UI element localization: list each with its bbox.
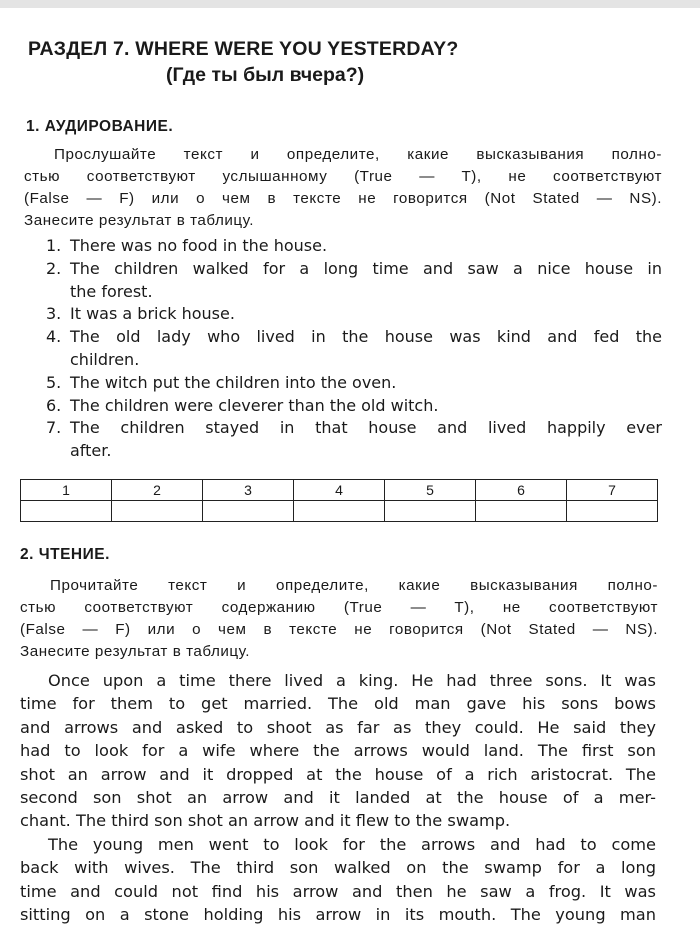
story-line: time for them to get married. The old man gave his sons bows	[20, 694, 656, 714]
instruction-line: Прослушайте текст и определите, какие высказывания полно-	[54, 146, 662, 163]
answer-header-cell: 7	[567, 480, 658, 501]
statement-number: 7.	[46, 418, 62, 438]
answer-cell	[385, 501, 476, 522]
answer-cell	[294, 501, 385, 522]
story-line: shot an arrow and it dropped at the house of a rich aristocrat. The	[20, 764, 656, 784]
statement-text: after.	[70, 441, 112, 461]
statement-item	[46, 326, 662, 349]
instruction-line: (False — F) или о чем в тексте не говорится (Not Stated — NS).	[24, 190, 662, 207]
listening-instructions	[24, 144, 662, 232]
answer-table-header-row	[21, 480, 658, 501]
statement-text: The witch put the children into the oven.	[70, 372, 397, 392]
answer-header-cell: 4	[294, 480, 385, 501]
instruction-line: Занесите результат в таблицу.	[24, 212, 255, 229]
instruction-line: (False — F) или о чем в тексте не говорится (Not Stated — NS).	[20, 621, 658, 638]
answer-cell	[112, 501, 203, 522]
story-line: time and could not find his arrow and then he saw a frog. It was	[20, 881, 656, 901]
answer-table-answer-row	[21, 501, 658, 522]
statement-number: 6.	[46, 395, 62, 415]
statement-number: 3.	[46, 304, 62, 324]
statement-number: 1.	[46, 236, 62, 255]
statement-text: The children were cleverer than the old witch.	[70, 395, 439, 415]
listening-heading: 1. АУДИРОВАНИЕ.	[26, 118, 174, 135]
statement-number: 2.	[46, 258, 62, 278]
statement-text: The old lady who lived in the house was kind and fed the	[70, 327, 662, 347]
story-line: second son shot an arrow and it landed at the house of a mer-	[20, 788, 656, 808]
statement-item-cont	[46, 349, 662, 372]
statement-text: the forest.	[70, 281, 153, 301]
statement-item	[46, 417, 662, 440]
story-line: chant. The third son shot an arrow and it flew to the swamp.	[20, 811, 511, 831]
statement-text: The children walked for a long time and saw a nice house in	[70, 258, 662, 278]
answer-cell	[21, 501, 112, 522]
statement-text: children.	[70, 349, 140, 369]
statement-list	[46, 235, 662, 463]
statement-text: It was a brick house.	[70, 304, 235, 324]
answer-cell	[476, 501, 567, 522]
answer-cell	[203, 501, 294, 522]
statement-item-cont	[46, 440, 662, 463]
answer-table	[20, 479, 658, 522]
section-title: РАЗДЕЛ 7. WHERE WERE YOU YESTERDAY?	[28, 38, 459, 60]
instruction-line: Прочитайте текст и определите, какие высказывания полно-	[50, 577, 658, 594]
story-line: Once upon a time there lived a king. He had three sons. It was	[48, 671, 656, 690]
reading-heading: 2. ЧТЕНИЕ.	[20, 546, 110, 563]
answer-header-cell: 1	[21, 480, 112, 501]
story-line: and arrows and asked to shoot as far as they could. He said they	[20, 717, 656, 737]
answer-header-cell: 3	[203, 480, 294, 501]
story-line: had to look for a wife where the arrows would land. The first son	[20, 741, 656, 761]
answer-cell	[567, 501, 658, 522]
answer-header-cell: 5	[385, 480, 476, 501]
story-line: back with wives. The third son walked on the swamp for a long	[20, 858, 656, 878]
instruction-line: Занесите результат в таблицу.	[20, 643, 251, 660]
answer-header-cell: 2	[112, 480, 203, 501]
statement-item	[46, 303, 662, 326]
answer-header-cell: 6	[476, 480, 567, 501]
statement-item	[46, 372, 662, 395]
reading-instructions	[20, 575, 658, 663]
statement-item	[46, 258, 662, 281]
section-subtitle: (Где ты был вчера?)	[166, 64, 365, 86]
story-line: The young men went to look for the arrows and had to come	[48, 834, 656, 854]
instruction-line: стью соответствуют содержанию (True — T), не соответствуют	[20, 599, 658, 616]
statement-number: 4.	[46, 327, 62, 347]
statement-text: The children stayed in that house and lived happily ever	[70, 418, 662, 438]
statement-item	[46, 235, 662, 258]
instruction-line: стью соответствуют услышанному (True — T), не соответствуют	[24, 168, 662, 185]
story-line: sitting on a stone holding his arrow in its mouth. The young man	[20, 905, 656, 925]
statement-text: There was no food in the house.	[70, 236, 328, 255]
statement-number: 5.	[46, 372, 62, 392]
statement-item-cont	[46, 281, 662, 304]
statement-item	[46, 395, 662, 418]
reading-story	[20, 669, 656, 926]
